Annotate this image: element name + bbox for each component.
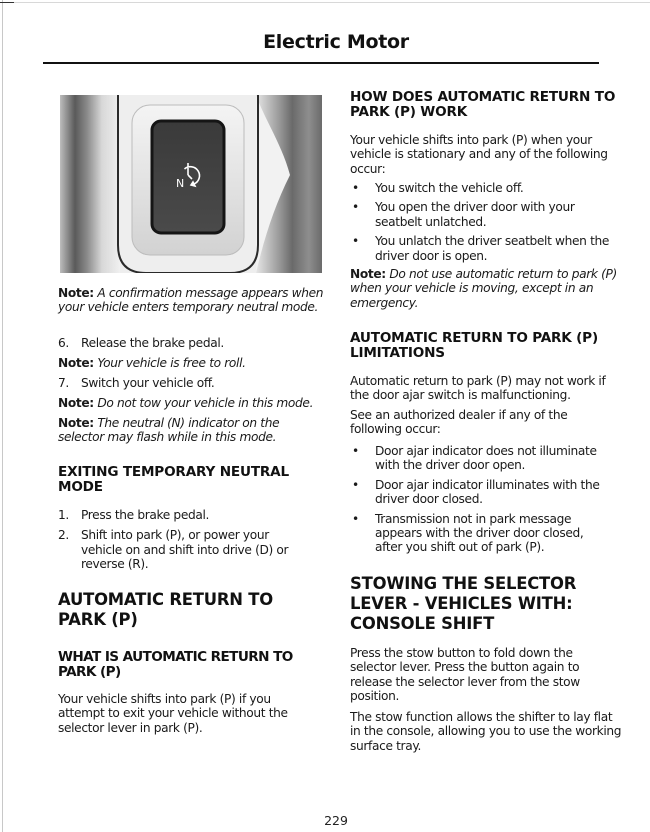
dealer-paragraph: See an authorized dealer if any of the following occur: bbox=[350, 408, 568, 437]
step-number: 2. bbox=[58, 528, 69, 543]
step-item bbox=[58, 528, 303, 571]
step-item bbox=[58, 336, 330, 350]
bullet-glyph: • bbox=[352, 444, 359, 458]
bullet-glyph: • bbox=[352, 477, 359, 492]
bullet-text: You switch the vehicle off. bbox=[375, 181, 524, 195]
step-text: Shift into park (P), or power your vehicle on and shift into drive (D) or reverse (R). bbox=[81, 528, 289, 572]
note-text: Do not tow your vehicle in this mode. bbox=[97, 396, 314, 410]
note-text: The neutral (N) indicator on the selector may flash while in this mode. bbox=[58, 416, 280, 445]
bullet-text: Door ajar indicator illuminates with the driver door closed. bbox=[375, 477, 600, 507]
limitations-paragraph: Automatic return to park (P) may not work if the door ajar switch is malfunctioning. bbox=[350, 374, 606, 403]
step-text: Release the brake pedal. bbox=[81, 336, 224, 350]
section-heading-stowing: STOWING THE SELECTOR LEVER - VEHICLES WITH: CONSOLE SHIFT bbox=[350, 574, 577, 633]
bullet-glyph: • bbox=[352, 511, 359, 526]
note-free-roll bbox=[58, 356, 330, 370]
bullet-glyph: • bbox=[352, 200, 359, 215]
header-rule bbox=[43, 62, 499, 64]
step-text: Press the brake pedal. bbox=[81, 508, 210, 522]
bullet-glyph: • bbox=[352, 181, 359, 195]
console-button-illustration bbox=[60, 95, 322, 273]
bullet-item bbox=[350, 478, 622, 507]
limitations-bullet-list bbox=[350, 444, 622, 555]
step-item bbox=[58, 376, 330, 390]
bullet-item bbox=[350, 512, 605, 555]
section-heading-exiting-neutral: EXITING TEMPORARY NEUTRAL MODE bbox=[58, 464, 289, 495]
step-number: 1. bbox=[58, 508, 69, 522]
note-text: Your vehicle is free to roll. bbox=[97, 356, 246, 370]
stowing-paragraph-2: The stow function allows the shifter to lay flat in the console, allowing you to use the working surface tray. bbox=[350, 710, 622, 753]
header-rule bbox=[499, 62, 599, 64]
section-heading-how-does: HOW DOES AUTOMATIC RETURN TO PARK (P) WORK bbox=[350, 89, 616, 120]
note-indicator-flash bbox=[58, 416, 318, 445]
note-label: Note: bbox=[58, 356, 94, 370]
note-do-not-tow bbox=[58, 396, 330, 410]
stowing-paragraph-1: Press the stow button to fold down the selector lever. Press the button again to release the selector lever from the stow position. bbox=[350, 646, 580, 704]
note-label: Note: bbox=[58, 416, 94, 430]
bullet-item bbox=[350, 444, 622, 473]
note-confirmation bbox=[58, 286, 330, 315]
bullet-item bbox=[350, 200, 622, 229]
page-border-left bbox=[2, 0, 3, 832]
section-heading-what-is: WHAT IS AUTOMATIC RETURN TO PARK (P) bbox=[58, 649, 293, 680]
page-title: Electric Motor bbox=[263, 31, 409, 53]
bullet-glyph: • bbox=[352, 234, 359, 249]
bullet-text: Door ajar indicator does not illuminate with the driver door open. bbox=[375, 444, 597, 473]
step-number: 6. bbox=[58, 336, 69, 350]
how-intro-paragraph: Your vehicle shifts into park (P) when your vehicle is stationary and any of the following occur: bbox=[350, 133, 608, 176]
bullet-text: You open the driver door with your seatbelt unlatched. bbox=[375, 200, 575, 229]
note-emergency bbox=[350, 267, 622, 310]
step-item bbox=[58, 508, 330, 522]
what-is-paragraph: Your vehicle shifts into park (P) if you attempt to exit your vehicle without the selector lever in park (P). bbox=[58, 692, 288, 735]
how-bullet-list bbox=[350, 181, 622, 263]
note-text: A confirmation message appears when your vehicle enters temporary neutral mode. bbox=[58, 286, 324, 315]
note-label: Note: bbox=[350, 267, 386, 281]
note-text: Do not use automatic return to park (P) when your vehicle is moving, except in an emergency. bbox=[350, 267, 617, 310]
note-label: Note: bbox=[58, 286, 94, 300]
section-heading-automatic-return: AUTOMATIC RETURN TO PARK (P) bbox=[58, 590, 274, 629]
crop-mark bbox=[0, 2, 14, 3]
step-text: Switch your vehicle off. bbox=[81, 376, 215, 390]
exiting-steps-list bbox=[58, 508, 330, 572]
bullet-text: You unlatch the driver seatbelt when the driver door is open. bbox=[375, 234, 610, 263]
section-heading-limitations: AUTOMATIC RETURN TO PARK (P) LIMITATIONS bbox=[350, 330, 598, 361]
bullet-text: Transmission not in park message appears with the driver door closed, after you shift out of park (P). bbox=[375, 511, 584, 555]
note-label: Note: bbox=[58, 396, 94, 410]
bullet-item bbox=[350, 234, 622, 263]
page-border-top bbox=[0, 2, 650, 3]
step-number: 7. bbox=[58, 376, 69, 390]
bullet-item bbox=[350, 181, 622, 195]
page-number: 229 bbox=[324, 813, 348, 828]
neutral-letter: N bbox=[176, 177, 185, 190]
